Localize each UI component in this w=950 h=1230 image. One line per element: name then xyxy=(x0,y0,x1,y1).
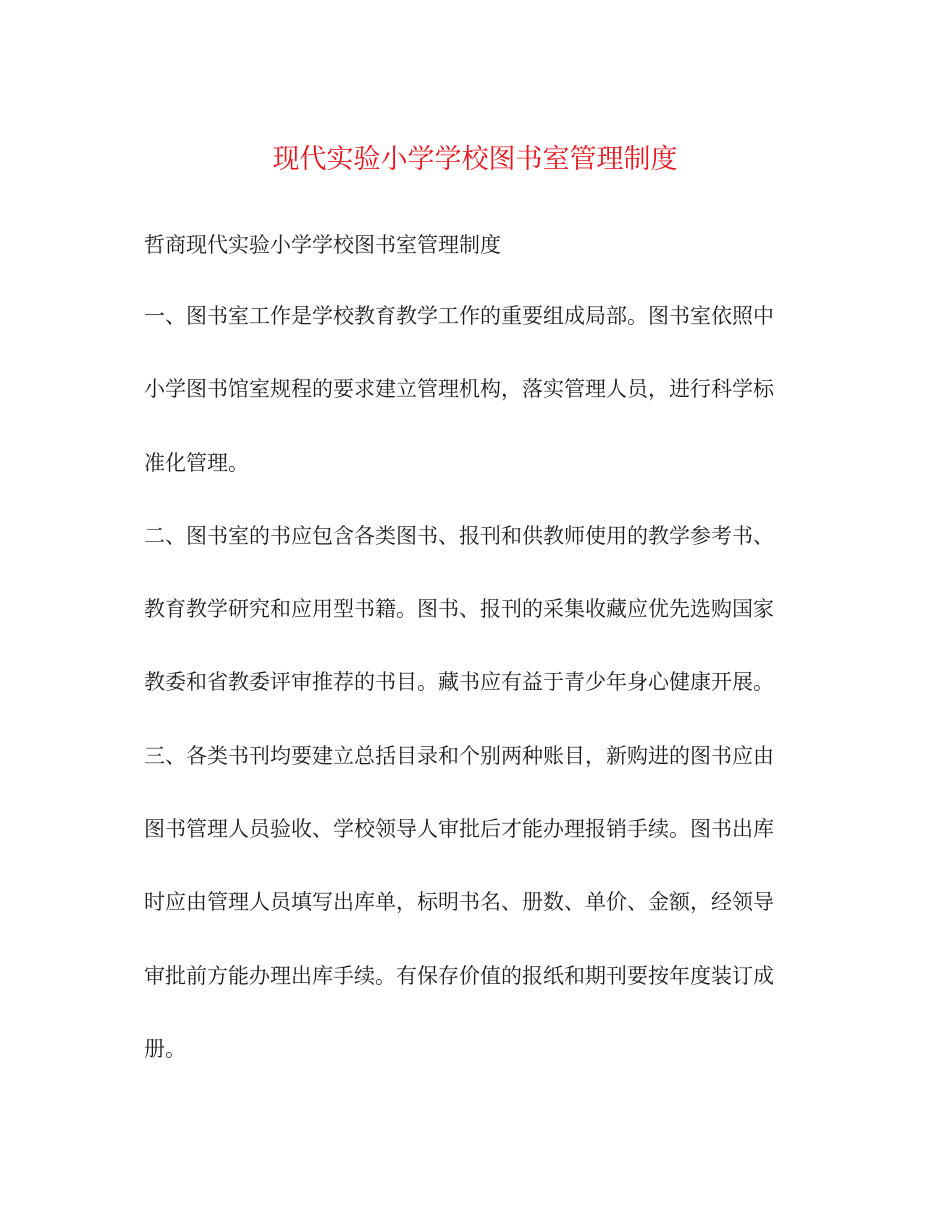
paragraph-2-line-3: 教委和省教委评审推荐的书目。藏书应有益于青少年身心健康开展。 xyxy=(144,670,774,694)
paragraph-1-line-1: 一、图书室工作是学校教育教学工作的重要组成局部。图书室依照中 xyxy=(144,304,774,328)
paragraph-3-line-2: 图书管理人员验收、学校领导人审批后才能办理报销手续。图书出库 xyxy=(144,817,774,841)
document-title: 现代实验小学学校图书室管理制度 xyxy=(272,144,678,175)
paragraph-3-line-1: 三、各类书刊均要建立总括目录和个别两种账目，新购进的图书应由 xyxy=(144,744,774,768)
document-subtitle: 哲商现代实验小学学校图书室管理制度 xyxy=(144,233,501,257)
paragraph-1-line-3: 准化管理。 xyxy=(144,451,249,475)
paragraph-3-line-4: 审批前方能办理出库手续。有保存价值的报纸和期刊要按年度装订成 xyxy=(144,964,774,988)
paragraph-3-line-5: 册。 xyxy=(144,1037,186,1061)
paragraph-1-line-2: 小学图书馆室规程的要求建立管理机构，落实管理人员，进行科学标 xyxy=(144,377,774,401)
paragraph-2-line-1: 二、图书室的书应包含各类图书、报刊和供教师使用的教学参考书、 xyxy=(144,524,774,548)
paragraph-2-line-2: 教育教学研究和应用型书籍。图书、报刊的采集收藏应优先选购国家 xyxy=(144,597,774,621)
paragraph-3-line-3: 时应由管理人员填写出库单，标明书名、册数、单价、金额，经领导 xyxy=(144,890,774,914)
